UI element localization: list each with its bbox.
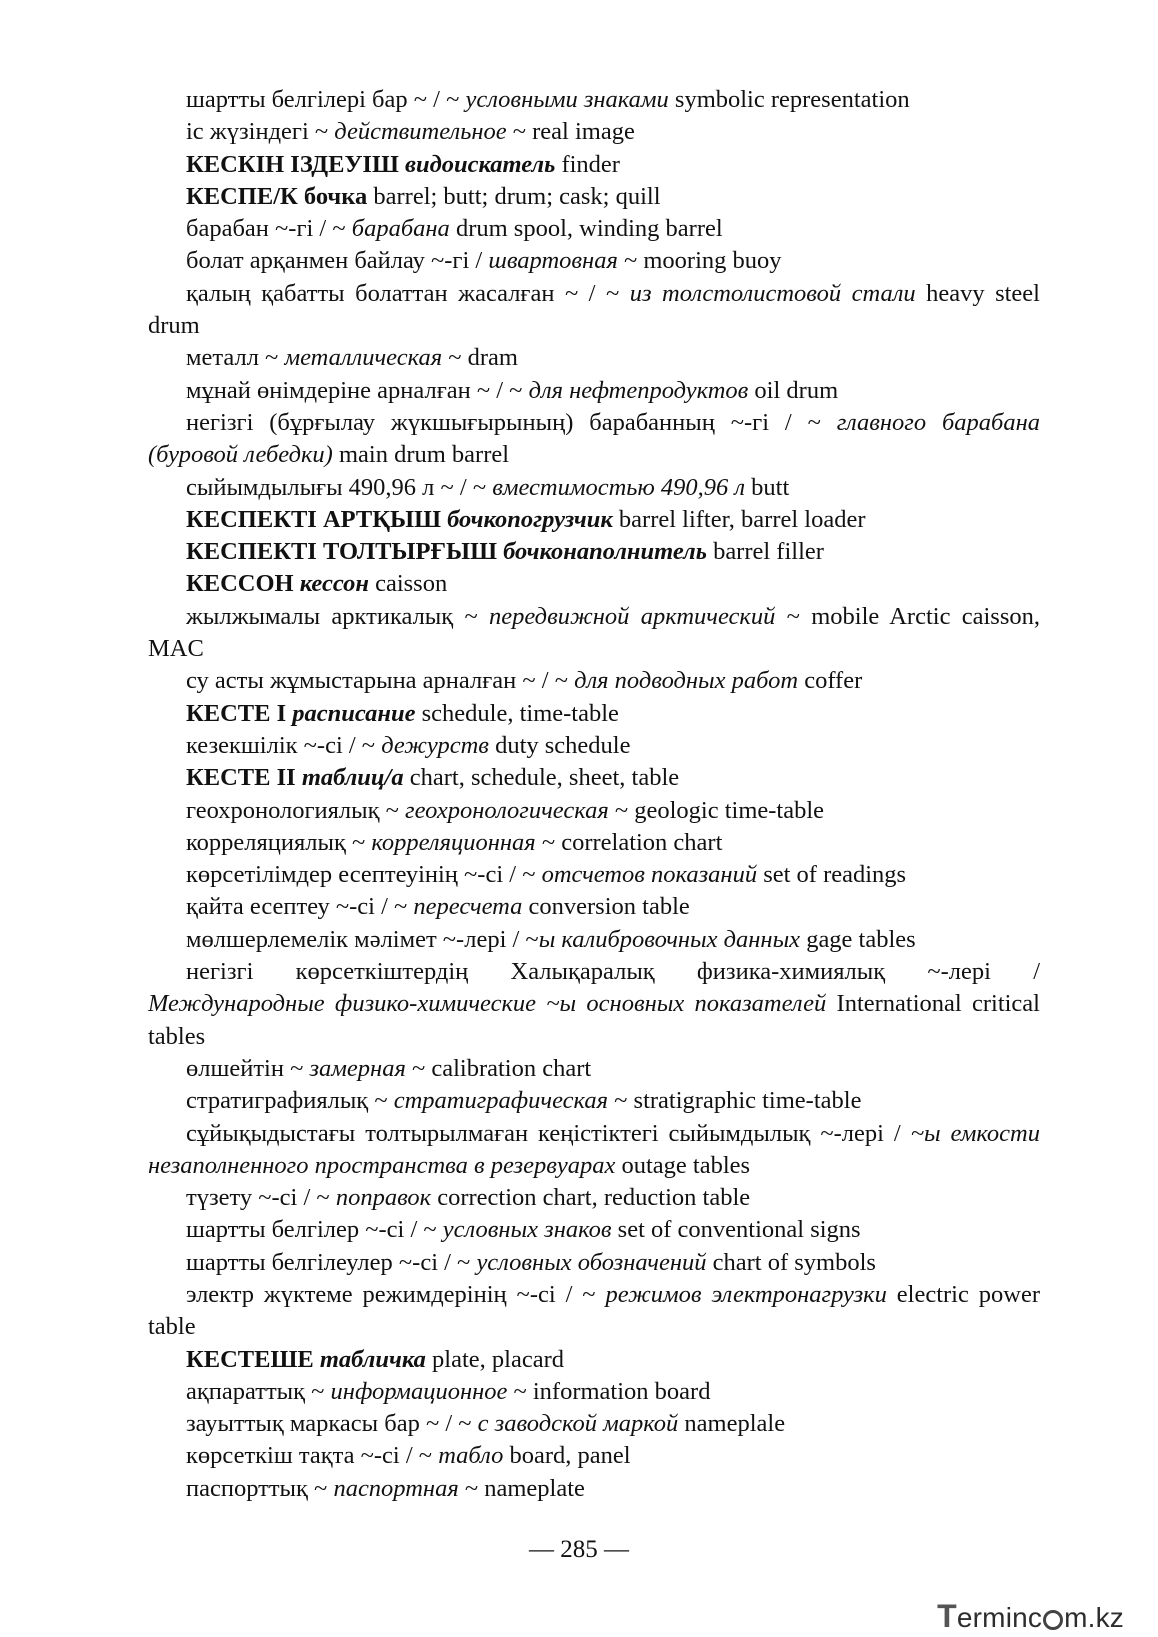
entry-text: caisson [368, 570, 448, 598]
dictionary-entry [148, 1473, 1040, 1505]
dictionary-entry [148, 730, 1040, 762]
entry-headword: КЕСТЕ I [186, 699, 287, 727]
dictionary-entry [148, 342, 1040, 374]
entry-russian-term: условными знаками [465, 86, 669, 113]
dictionary-entry [148, 956, 1040, 1053]
entry-russian-term: бочкопогрузчик [447, 505, 613, 533]
entry-text: көрсетілімдер есептеуінің ~-сі / ~ [186, 861, 542, 889]
dictionary-entry [148, 149, 1040, 181]
entry-russian-term: таблиц/а [301, 764, 404, 792]
entry-text: стратиграфиялық ~ [186, 1087, 394, 1115]
entry-russian-term: швартовная [488, 247, 618, 275]
dictionary-entry [148, 1440, 1040, 1472]
entry-text: паспорттық ~ [186, 1474, 334, 1502]
dictionary-entry [148, 504, 1040, 536]
entry-russian-term: режимов электронагрузки [605, 1280, 887, 1308]
entry-russian-term: ы калибровочных данных [538, 925, 801, 953]
dictionary-entry [148, 568, 1040, 600]
dictionary-entry [148, 1344, 1040, 1376]
entry-text: мөлшерлемелік мәлімет ~-лері / ~ [186, 925, 539, 953]
entry-text: қалың қабатты болаттан жасалған ~ / ~ [186, 279, 630, 307]
entry-headword: КЕССОН [186, 570, 294, 598]
entry-text: symbolic representation [668, 86, 910, 113]
entry-headword: КЕСПЕ/К бочка [186, 182, 368, 210]
entry-russian-term: табло [438, 1442, 504, 1470]
entry-text: ~ information board [507, 1377, 711, 1405]
entry-text: International critical tables [148, 990, 1040, 1050]
entry-headword: КЕСКІН ІЗДЕУІШ [186, 150, 399, 178]
dictionary-entry [148, 407, 1040, 472]
logo-text: erminc [956, 1602, 1043, 1633]
dictionary-entry [148, 245, 1040, 277]
entry-text: сыйымдылығы 490,96 л ~ / ~ [186, 473, 493, 501]
dictionary-entry [148, 1408, 1040, 1440]
dictionary-entry [148, 827, 1040, 859]
dictionary-entry [148, 375, 1040, 407]
entry-text: өлшейтін ~ [186, 1054, 310, 1082]
entry-text: board, panel [503, 1442, 631, 1470]
dictionary-entry [148, 795, 1040, 827]
entry-headword: КЕСТЕ II [186, 764, 296, 792]
entry-text: barrel lifter, barrel loader [612, 505, 866, 533]
dictionary-entry [148, 278, 1040, 343]
entry-text: barrel filler [706, 538, 824, 566]
entry-russian-term: действительное [334, 118, 507, 146]
entry-russian-term: для подводных работ [574, 667, 799, 695]
entry-russian-term: табличка [319, 1345, 426, 1373]
dictionary-entry [148, 536, 1040, 568]
dictionary-page [148, 84, 1040, 1505]
entry-text: nameplale [678, 1410, 786, 1438]
entry-text: болат арқанмен байлау ~-гі / [186, 247, 489, 275]
entry-text: chart of symbols [706, 1248, 876, 1276]
entry-text: correction chart, reduction table [431, 1184, 751, 1212]
dictionary-entry [148, 1085, 1040, 1117]
entry-russian-term: для нефтепродуктов [528, 376, 749, 404]
entry-text: ~ nameplate [458, 1474, 585, 1502]
entry-text: electric power table [148, 1280, 1040, 1341]
entry-russian-term: отсчетов показаний [541, 861, 758, 889]
dictionary-entry [148, 1247, 1040, 1279]
dictionary-entry [148, 1118, 1040, 1183]
entry-text: шартты белгілер ~-сі / ~ [186, 1216, 443, 1244]
entry-russian-term: пересчета [413, 893, 523, 921]
dictionary-entry [148, 1053, 1040, 1085]
entry-russian-term: передвижной арктический [489, 602, 776, 630]
entry-russian-term: вместимостью 490,96 л [492, 473, 746, 501]
logo-letter: T [937, 1598, 957, 1634]
dictionary-entry [148, 181, 1040, 213]
entry-text: main drum barrel [332, 441, 510, 469]
entry-text: outage tables [615, 1151, 751, 1179]
termincom-logo [937, 1598, 1124, 1635]
entry-russian-term: видоискатель [405, 150, 556, 178]
entry-text: heavy steel drum [148, 279, 1040, 340]
entry-text: қайта есептеу ~-сі / ~ [186, 893, 414, 921]
logo-domain: m.kz [1064, 1602, 1124, 1633]
entry-text: геохронологиялық ~ [186, 796, 406, 824]
entry-text: duty schedule [488, 731, 631, 759]
entry-russian-term: барабана [351, 215, 450, 243]
entry-text: finder [555, 150, 620, 178]
dictionary-entry [148, 1182, 1040, 1214]
entry-text: set of readings [757, 861, 907, 889]
entry-headword: КЕСТЕШЕ [186, 1345, 314, 1373]
entry-text: butt [745, 473, 790, 501]
entry-text: ~ dram [442, 344, 518, 372]
entry-text: жылжымалы арктикалық ~ [186, 602, 490, 630]
entry-text: gage tables [800, 925, 916, 953]
entry-text: мұнай өнімдеріне арналған ~ / ~ [186, 376, 529, 404]
entry-russian-term: бочконаполнитель [503, 538, 707, 566]
entry-russian-term: расписание [292, 699, 416, 727]
entry-text: электр жүктеме режимдерінің ~-сі / ~ [186, 1280, 606, 1308]
dictionary-entry [148, 698, 1040, 730]
entry-russian-term: из толстолистовой стали [629, 279, 916, 307]
entry-text: ~ stratigraphic time-table [608, 1087, 862, 1115]
entry-text: drum spool, winding barrel [449, 215, 723, 243]
dictionary-entry [148, 84, 1040, 116]
entry-russian-term: замерная [309, 1054, 406, 1082]
entry-text: plate, placard [425, 1345, 564, 1373]
entry-text: schedule, time-table [415, 699, 619, 727]
entry-text: conversion table [522, 893, 690, 921]
entry-text: barrel; butt; drum; cask; quill [367, 182, 661, 210]
dictionary-entry [148, 762, 1040, 794]
entry-text: ақпараттық ~ [186, 1377, 331, 1405]
dictionary-entry [148, 859, 1040, 891]
page-number: — 285 — [529, 1536, 629, 1563]
dictionary-entry [148, 116, 1040, 148]
entry-russian-term: стратиграфическая [393, 1087, 609, 1115]
entry-text: су асты жұмыстарына арналған ~ / ~ [186, 667, 575, 695]
entry-text: негізгі (бұрғылау жүкшығырының) барабанның ~-гі / ~ [186, 408, 837, 436]
entry-text: set of conventional signs [611, 1216, 861, 1244]
entry-russian-term: Международные физико-химические ~ы основных показателей [148, 990, 827, 1018]
dictionary-entry [148, 1214, 1040, 1246]
entry-text: сұйықыдыстағы толтырылмаған кеңістіктегі сыйымдылық ~-лері / [186, 1119, 911, 1147]
entry-russian-term: паспортная [333, 1474, 459, 1502]
entry-russian-term: дежурств [381, 731, 489, 759]
entry-text: ~ mooring buoy [617, 247, 782, 275]
entry-text: кезекшілік ~-сі / ~ [186, 731, 382, 759]
entry-text: шартты белгілері бар ~ / ~ [186, 86, 466, 113]
entry-text: chart, schedule, sheet, table [403, 764, 680, 792]
entry-headword: КЕСПЕКТІ ТОЛТЫРҒЫШ [186, 538, 497, 566]
entry-russian-term: информационное [330, 1377, 508, 1405]
entry-text: зауыттық маркасы бар ~ / ~ [186, 1410, 478, 1438]
entry-text: корреляциялық ~ [186, 828, 372, 856]
dictionary-entry [148, 601, 1040, 666]
entry-text: барабан ~-гі / ~ [186, 215, 352, 243]
entry-text: ~ calibration chart [405, 1054, 592, 1082]
entry-russian-term: условных обозначений [476, 1248, 707, 1276]
entry-russian-term: ~ы емкости незаполненного пространства в резервуарах [148, 1119, 1041, 1179]
entry-russian-term: поправок [335, 1184, 432, 1212]
logo-ring-icon [1043, 1610, 1063, 1630]
dictionary-entry [148, 891, 1040, 923]
entry-text: oil drum [748, 376, 839, 404]
entry-text: негізгі көрсеткіштердің Халықаралық физика-химиялық ~-лері / [186, 958, 1040, 986]
entry-text: түзету ~-сі / ~ [186, 1184, 336, 1212]
entry-russian-term: главного барабана (буровой лебедки) [148, 408, 1041, 469]
entry-russian-term: геохронологическая [405, 796, 609, 824]
entry-text: coffer [798, 667, 863, 695]
entry-text: ~ real image [506, 118, 635, 146]
entry-headword: КЕСПЕКТІ АРТҚЫШ [186, 505, 441, 533]
dictionary-entry [148, 1376, 1040, 1408]
entry-russian-term: с заводской маркой [477, 1410, 679, 1438]
entry-text: шартты белгілеулер ~-сі / ~ [186, 1248, 477, 1276]
entry-text: іс жүзіндегі ~ [186, 118, 335, 146]
dictionary-entry [148, 924, 1040, 956]
dictionary-entry [148, 665, 1040, 697]
entry-text: көрсеткіш тақта ~-сі / ~ [186, 1442, 439, 1470]
entry-text: ~ mobile Arctic caisson, MAC [148, 602, 1040, 663]
entry-russian-term: условных знаков [442, 1216, 612, 1244]
entry-russian-term: корреляционная [371, 828, 536, 856]
dictionary-entry [148, 1279, 1040, 1344]
dictionary-entry [148, 213, 1040, 245]
entry-russian-term: металлическая [284, 344, 443, 372]
entry-russian-term: кессон [299, 570, 369, 598]
entry-text: ~ correlation chart [535, 828, 723, 856]
entry-text: ~ geologic time-table [608, 796, 825, 824]
entry-text: металл ~ [186, 344, 285, 372]
dictionary-entry [148, 472, 1040, 504]
